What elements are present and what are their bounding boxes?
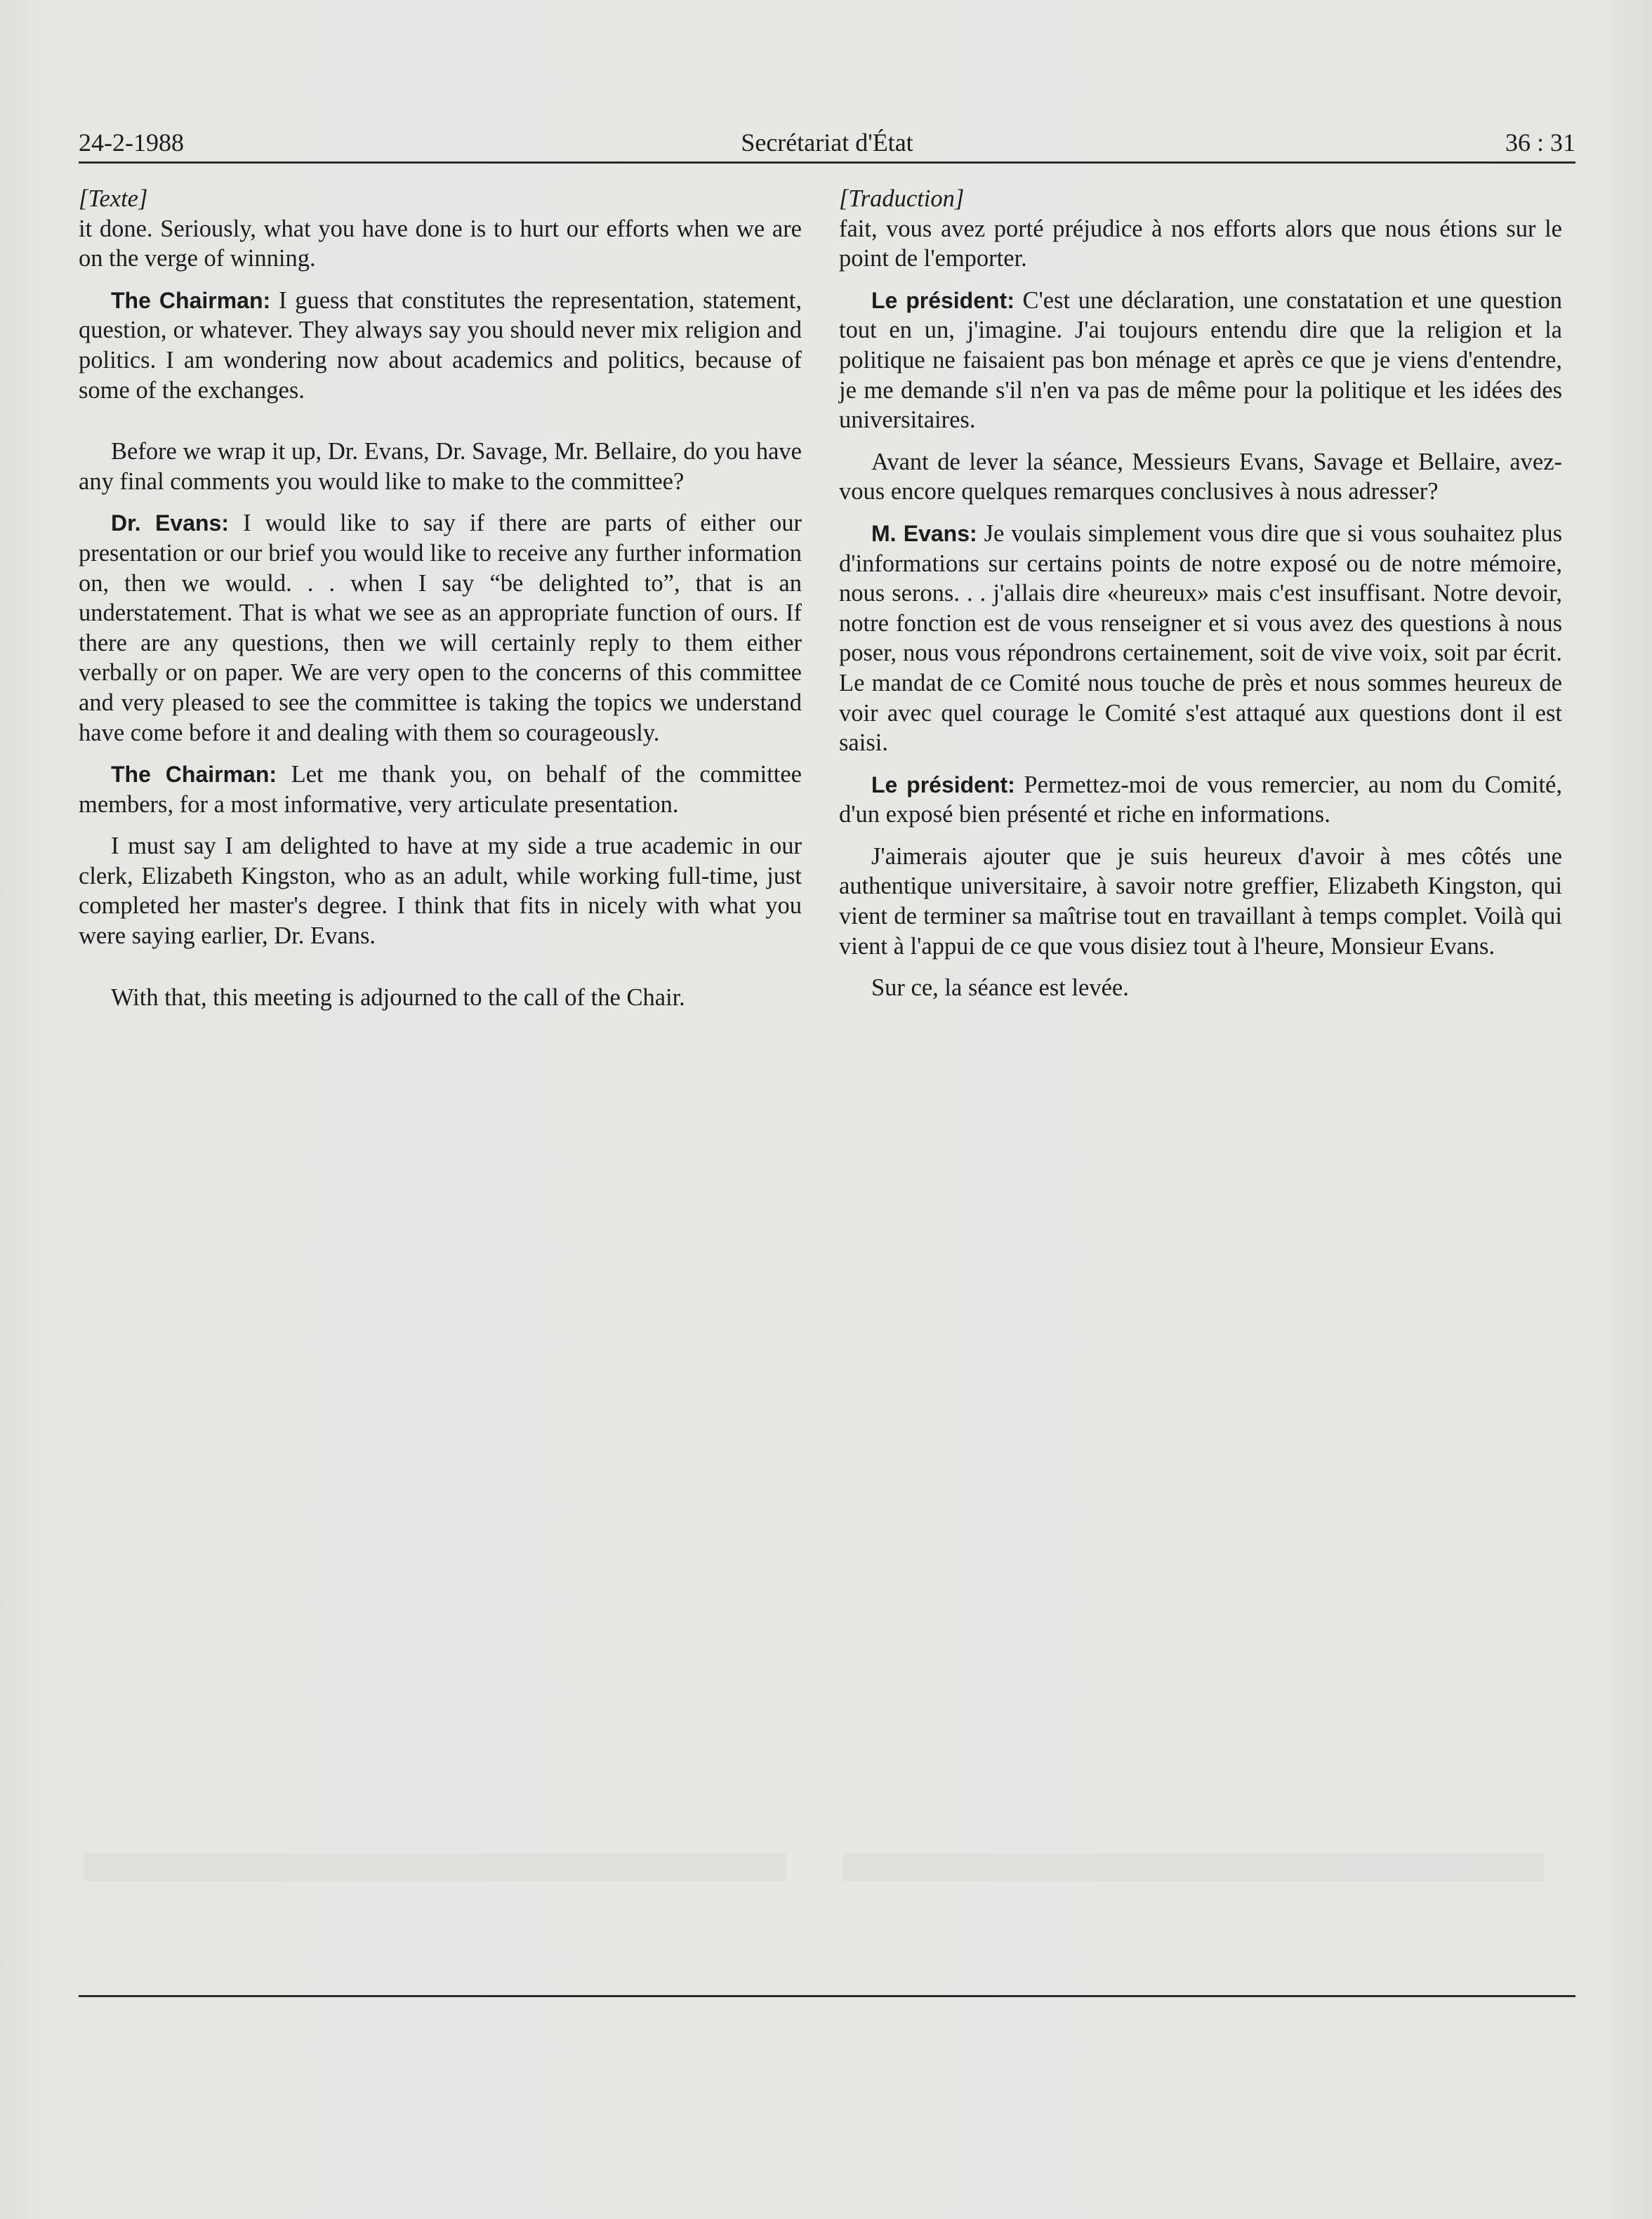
paragraph-text: I guess that constitutes the representation, statement, question, or whatever. They always say you should never mix religion and politics. I am wondering now about academics and politics, because of some of the exchanges. <box>79 286 802 404</box>
paragraph-text: Before we wrap it up, Dr. Evans, Dr. Savage, Mr. Bellaire, do you have any final comments you would like to make to the committee? <box>79 438 802 495</box>
paragraph-text: I would like to say if there are parts of either our presentation or our brief you would like to receive any further information on, then we would. . . when I say “be delighted to”, that is an understatement. That is what we see as an appropriate function of ours. If there are any questions, then we will certainly reply to them either verbally or on paper. We are very open to the concerns of this committee and very pleased to see the committee is taking the topics we understand have come before it and dealing with them so courageously. <box>79 510 802 746</box>
paragraph <box>839 973 1562 1003</box>
paragraph-text: Sur ce, la séance est levée. <box>871 974 1129 1002</box>
paragraph-text: C'est une déclaration, une constatation et une question tout en un, j'imagine. J'ai toujours entendu dire que la religion et la politique ne faisaient pas bon ménage et après ce que je viens d'entendre, je me demande s'il n'en va pas de même pour la politique et les idées des universitaires. <box>839 286 1562 434</box>
paragraph <box>79 214 802 274</box>
paragraph <box>839 214 1562 274</box>
paragraph-text: fait, vous avez porté préjudice à nos efforts alors que nous étions sur le point de l'emporter. <box>839 215 1562 272</box>
paragraph <box>79 286 802 405</box>
speaker-label: Dr. Evans: <box>111 510 229 536</box>
show-through-shadow <box>842 1853 1545 1881</box>
paragraph-text: Let me thank you, on behalf of the committee members, for a most informative, very articulate presentation. <box>79 761 802 818</box>
footer-rule <box>79 1995 1575 1997</box>
paragraph-text: With that, this meeting is adjourned to the call of the Chair. <box>111 983 685 1011</box>
paragraph <box>839 770 1562 830</box>
speaker-label: The Chairman: <box>111 762 277 788</box>
paragraph-text: it done. Seriously, what you have done is to hurt our efforts when we are on the verge of winning. <box>79 215 802 272</box>
header-title: Secrétariat d'État <box>741 128 913 157</box>
section-tag: [Traduction] <box>839 185 965 212</box>
running-header <box>79 125 1575 160</box>
header-page-number: 36 : 31 <box>1505 128 1575 157</box>
header-date: 24-2-1988 <box>79 128 184 157</box>
speaker-label: Le président: <box>871 771 1015 797</box>
speaker-label: Le président: <box>871 287 1015 313</box>
paragraph <box>839 447 1562 507</box>
left-column-english <box>79 184 802 1024</box>
paragraph <box>79 508 802 748</box>
paragraph-text: J'aimerais ajouter que je suis heureux d'avoir à mes côtés une authentique universitaire, à savoir notre greffier, Elizabeth Kingston, qui vient de terminer sa maîtrise tout en travaillant à temps complet. Voilà qui vient à l'appui de ce que vous disiez tout à l'heure, Monsieur Evans. <box>839 842 1562 960</box>
show-through-shadow <box>84 1853 786 1881</box>
paragraph <box>79 983 802 1013</box>
speaker-label: The Chairman: <box>111 287 271 313</box>
paragraph-text: Permettez-moi de vous remercier, au nom du Comité, d'un exposé bien présenté et riche en informations. <box>839 771 1562 828</box>
paragraph-text: Avant de lever la séance, Messieurs Evans, Savage et Bellaire, avez-vous encore quelques remarques conclusives à nous adresser? <box>839 448 1562 505</box>
paragraph-text: I must say I am delighted to have at my side a true academic in our clerk, Elizabeth Kingston, who as an adult, while working full-time, just completed her master's degree. I think that fits in nicely with what you were saying earlier, Dr. Evans. <box>79 833 802 950</box>
paragraph <box>79 437 802 496</box>
paragraph <box>79 831 802 950</box>
right-column-french <box>839 184 1562 1015</box>
header-rule <box>79 161 1575 164</box>
paragraph-text: Je voulais simplement vous dire que si vous souhaitez plus d'informations sur certains points de notre exposé ou de notre mémoire, nous serons. . . j'allais dire «heureux» mais c'est insuffisant. Notre devoir, notre fonction est de vous renseigner et si vous avez des questions à nous poser, nous vous répondrons certainement, soit de vive voix, soit par écrit. Le mandat de ce Comité nous touche de près et nous sommes heureux de voir avec quel courage le Comité s'est attaqué aux questions dont il est saisi. <box>839 519 1563 757</box>
paragraph <box>839 842 1562 961</box>
section-tag: [Texte] <box>79 185 148 212</box>
paragraph <box>839 519 1562 758</box>
paragraph <box>839 286 1562 435</box>
speaker-label: M. Evans: <box>871 520 977 546</box>
paragraph <box>79 760 802 819</box>
